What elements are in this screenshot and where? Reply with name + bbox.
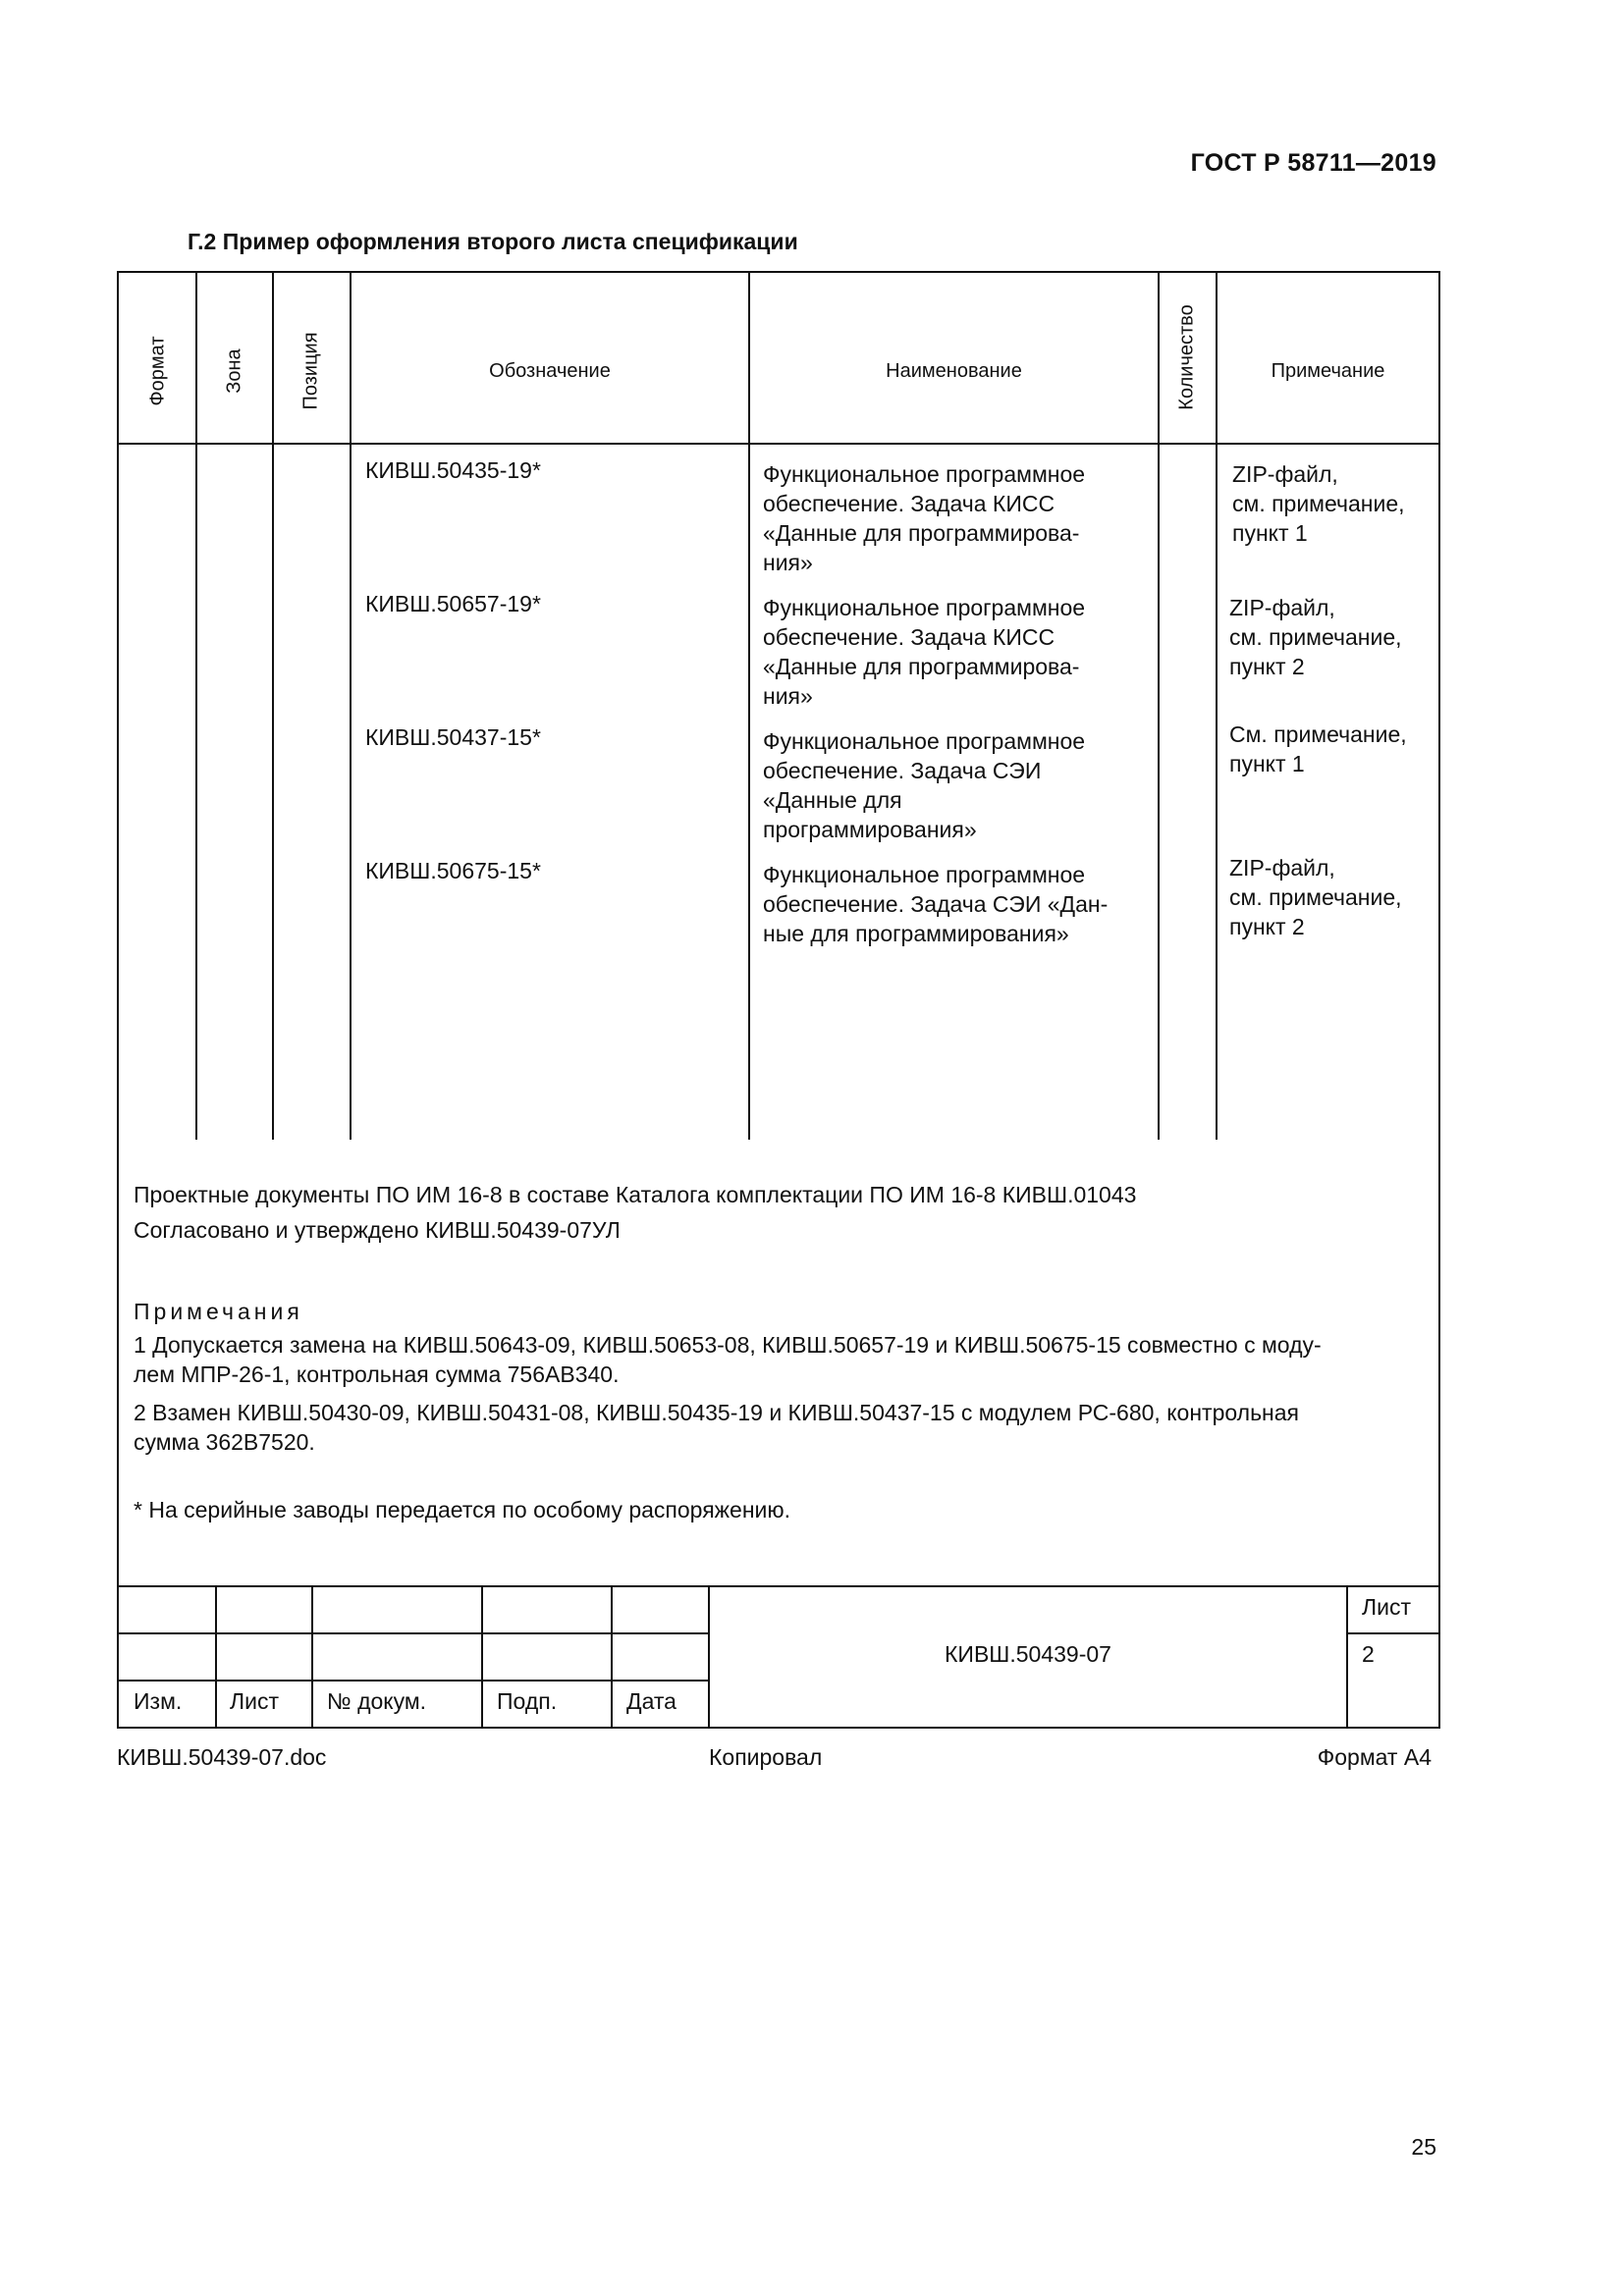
title-block-rule	[1346, 1632, 1438, 1634]
col-header-note: Примечание	[1271, 359, 1385, 382]
project-docs-line: Проектные документы ПО ИМ 16-8 в составе Каталога комплектации ПО ИМ 16-8 КИВШ.01043	[134, 1182, 1137, 1207]
file-name: КИВШ.50439-07.doc	[117, 1744, 327, 1770]
title-block-divider	[611, 1585, 613, 1727]
row-note: ZIP-файл, см. примечание, пункт 1	[1232, 461, 1405, 546]
sheet-number: 2	[1362, 1641, 1375, 1667]
note-2-line-2: сумма 362В7520.	[134, 1429, 315, 1455]
sheet-label: Лист	[1362, 1594, 1411, 1620]
document-code: КИВШ.50439-07	[945, 1641, 1111, 1667]
title-block-divider	[215, 1585, 217, 1727]
col-header-zone: Зона	[223, 348, 245, 394]
col-header-format: Формат	[146, 336, 169, 406]
title-block-rule	[119, 1680, 708, 1682]
column-divider	[748, 273, 750, 1140]
row-note: ZIP-файл, см. примечание, пункт 2	[1229, 855, 1402, 939]
title-block-header-doc-number: № докум.	[327, 1688, 427, 1714]
title-block-top-rule	[119, 1585, 1438, 1587]
column-divider	[1216, 273, 1218, 1140]
title-block-header-sheet: Лист	[230, 1688, 279, 1714]
page-number: 25	[1411, 2134, 1436, 2160]
row-note: См. примечание, пункт 1	[1229, 721, 1407, 776]
specification-sheet	[117, 271, 1440, 1729]
standard-number: ГОСТ Р 58711—2019	[1190, 149, 1436, 177]
row-designation: КИВШ.50437-15*	[365, 724, 541, 750]
row-name: Функциональное программное обеспечение. Задача СЭИ «Данные для программирования»	[763, 728, 1086, 842]
row-designation: КИВШ.50675-15*	[365, 858, 541, 883]
row-name: Функциональное программное обеспечение. Задача СЭИ «Дан- ные для программирования»	[763, 862, 1109, 946]
section-title: Г.2 Пример оформления второго листа спецификации	[188, 229, 798, 254]
column-divider	[195, 273, 197, 1140]
title-block-header-signature: Подп.	[497, 1688, 558, 1714]
col-header-name: Наименование	[886, 359, 1022, 382]
column-divider	[350, 273, 352, 1140]
row-name: Функциональное программное обеспечение. Задача КИСС «Данные для программирова- ния»	[763, 595, 1086, 709]
row-name: Функциональное программное обеспечение. Задача КИСС «Данные для программирова- ния»	[763, 461, 1086, 575]
note-1-line-2: лем МПР-26-1, контрольная сумма 756АВ340.	[134, 1362, 620, 1387]
col-header-quantity: Количество	[1175, 304, 1198, 410]
title-block-divider	[311, 1585, 313, 1727]
notes-title: Примечания	[134, 1299, 303, 1324]
column-divider	[1158, 273, 1160, 1140]
title-block-header-change: Изм.	[134, 1688, 183, 1714]
row-designation: КИВШ.50657-19*	[365, 591, 541, 616]
format-label: Формат А4	[1317, 1744, 1432, 1770]
col-header-position: Позиция	[299, 332, 322, 410]
title-block-header-date: Дата	[626, 1688, 677, 1714]
asterisk-note: * На серийные заводы передается по особому распоряжению.	[134, 1497, 791, 1522]
column-divider	[272, 273, 274, 1140]
title-block-rule	[119, 1632, 708, 1634]
note-1-line-1: 1 Допускается замена на КИВШ.50643-09, КИВШ.50653-08, КИВШ.50657-19 и КИВШ.50675-15 совместно с моду-	[134, 1332, 1322, 1358]
title-block-divider	[481, 1585, 483, 1727]
note-2-line-1: 2 Взамен КИВШ.50430-09, КИВШ.50431-08, КИВШ.50435-19 и КИВШ.50437-15 с модулем РС-680, контрольная	[134, 1400, 1299, 1425]
title-block-divider	[1346, 1585, 1348, 1727]
header-rule	[119, 443, 1438, 445]
row-note: ZIP-файл, см. примечание, пункт 2	[1229, 595, 1402, 679]
col-header-designation: Обозначение	[489, 359, 611, 382]
copied-label: Копировал	[709, 1744, 823, 1770]
approval-line: Согласовано и утверждено КИВШ.50439-07УЛ	[134, 1217, 621, 1243]
row-designation: КИВШ.50435-19*	[365, 457, 541, 483]
